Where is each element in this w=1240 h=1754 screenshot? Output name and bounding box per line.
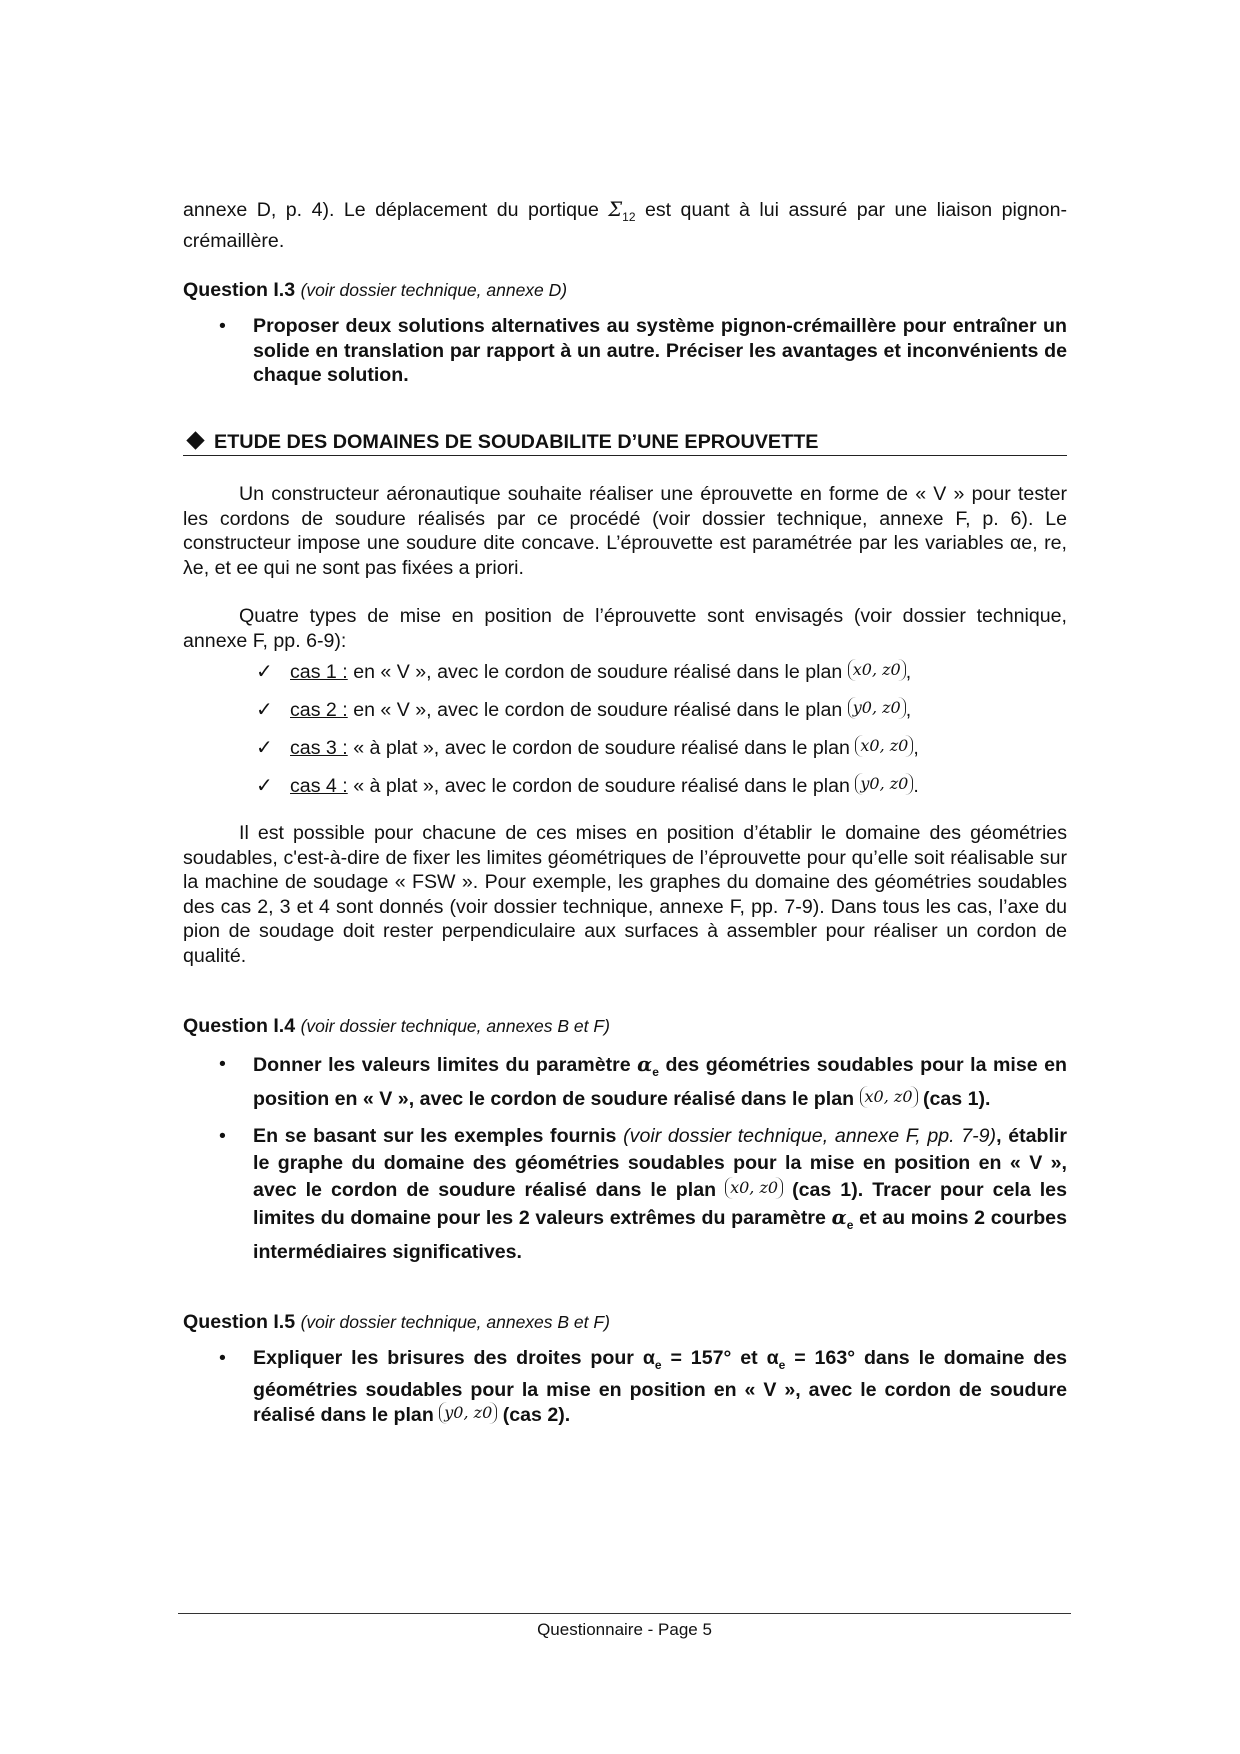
question-1-3-list: [183, 314, 1067, 388]
plane-notation: x0, z0: [848, 659, 906, 681]
list-item: • En se basant sur les exemples fournis (voir dossier technique, annexe F, pp. 7-9), établir le graphe du domaine des géométries soudables pour la mise en position en « V », avec le cordon de soudure réalisé dans le plan x0, z0 (cas 1). Tracer pour cela les limites du domaine pour les 2 valeurs extrêmes du paramètre $\alpha_e$ et au moins 2 courbes intermédiaires significatives.: [219, 1124, 1067, 1263]
question-1-4-list: [183, 1051, 1067, 1266]
checkmark-icon: ✓: [256, 699, 273, 722]
paragraph-domaine: Il est possible pour chacune de ces mises en position d’établir le domaine des géométries soudables, c'est-à-dire de fixer les limites géométriques de l’éprouvette pour qu’elle soit réalisable sur la machine de soudage « FSW ». Pour exemple, les graphes du domaine des géométries soudables des cas 2, 3 et 4 sont donnés (voir dossier technique, annexe F, pp. 7-9). Dans tous les cas, l’axe du pion de soudage doit rester perpendiculaire aux surfaces à assembler pour réaliser un cordon de qualité.: [183, 822, 1067, 967]
question-1-4-heading: Question I.4 (voir dossier technique, annexes B et F): [183, 1015, 610, 1038]
plane-notation: x0, z0: [855, 735, 913, 757]
list-item: ✓ cas 1 : en « V », avec le cordon de soudure réalisé dans le plan x0, z0 ,: [290, 653, 1067, 691]
list-item: • Donner les valeurs limites du paramètre $\alpha_e$ des géométries soudables pour la mise en position en « V », avec le cordon de soudure réalisé dans le plan x0, z0 (cas 1).: [219, 1052, 1067, 1110]
sigma-symbol: Σ: [608, 198, 623, 221]
paragraph-mise-en-position: Quatre types de mise en position de l’éprouvette sont envisagés (voir dossier technique, annexe F, pp. 6-9):: [183, 605, 1067, 652]
plane-notation: y0, z0: [855, 773, 913, 795]
checkmark-icon: ✓: [256, 661, 273, 684]
bullet-icon: •: [219, 1124, 226, 1147]
question-1-3-heading: Question I.3 (voir dossier technique, annexe D): [183, 278, 568, 301]
plane-notation: y0, z0: [848, 697, 906, 719]
paragraph-eprouvette: Un constructeur aéronautique souhaite réaliser une éprouvette en forme de « V » pour tester les cordons de soudure réalisés par ce procédé (voir dossier technique, annexe F, p. 6). Le constructeur impose une soudure dite concave. L’éprouvette est paramétrée par les variables αe, re, λe, et ee qui ne sont pas fixées a priori.: [183, 483, 1067, 579]
intro-paragraph: annexe D, p. 4). Le déplacement du portique $\Sigma_{12}$ est quant à lui assuré par une liaison pignon-crémaillère.: [183, 198, 1067, 253]
footer-divider: [178, 1613, 1071, 1614]
checkmark-icon: ✓: [256, 737, 273, 760]
plane-notation: y0, z0: [439, 1402, 497, 1424]
page-content: [183, 198, 1067, 1428]
plane-notation: x0, z0: [725, 1177, 783, 1199]
page-footer: Questionnaire - Page 5: [537, 1620, 712, 1639]
diamond-bullet-icon: [186, 431, 204, 449]
list-item: ✓ cas 3 : « à plat », avec le cordon de soudure réalisé dans le plan x0, z0 ,: [290, 729, 1067, 767]
list-item: ✓ cas 4 : « à plat », avec le cordon de soudure réalisé dans le plan y0, z0 .: [290, 767, 1067, 805]
cases-list: [183, 653, 1067, 805]
checkmark-icon: ✓: [256, 775, 273, 798]
list-item: • Expliquer les brisures des droites pour $\alpha_e = 157^\circ$ et $\alpha_e = 163^\circ$ dans le domaine des géométries soudables pour la mise en position en « V », avec le cordon de soudure réalisé dans le plan y0, z0 (cas 2).: [219, 1347, 1068, 1427]
list-item: ✓ cas 2 : en « V », avec le cordon de soudure réalisé dans le plan y0, z0 ,: [290, 691, 1067, 729]
bullet-icon: •: [219, 315, 226, 338]
bullet-icon: •: [219, 1052, 226, 1075]
section-heading: ETUDE DES DOMAINES DE SOUDABILITE D’UNE EPROUVETTE: [183, 430, 1067, 457]
question-1-5-heading: Question I.5 (voir dossier technique, annexes B et F): [183, 1310, 610, 1333]
question-1-5-list: [183, 1346, 1067, 1428]
plane-notation: x0, z0: [860, 1086, 918, 1108]
bullet-icon: •: [219, 1347, 226, 1370]
list-item: • Proposer deux solutions alternatives au système pignon-crémaillère pour entraîner un solide en translation par rapport à un autre. Préciser les avantages et inconvénients de chaque solution.: [219, 315, 1067, 387]
